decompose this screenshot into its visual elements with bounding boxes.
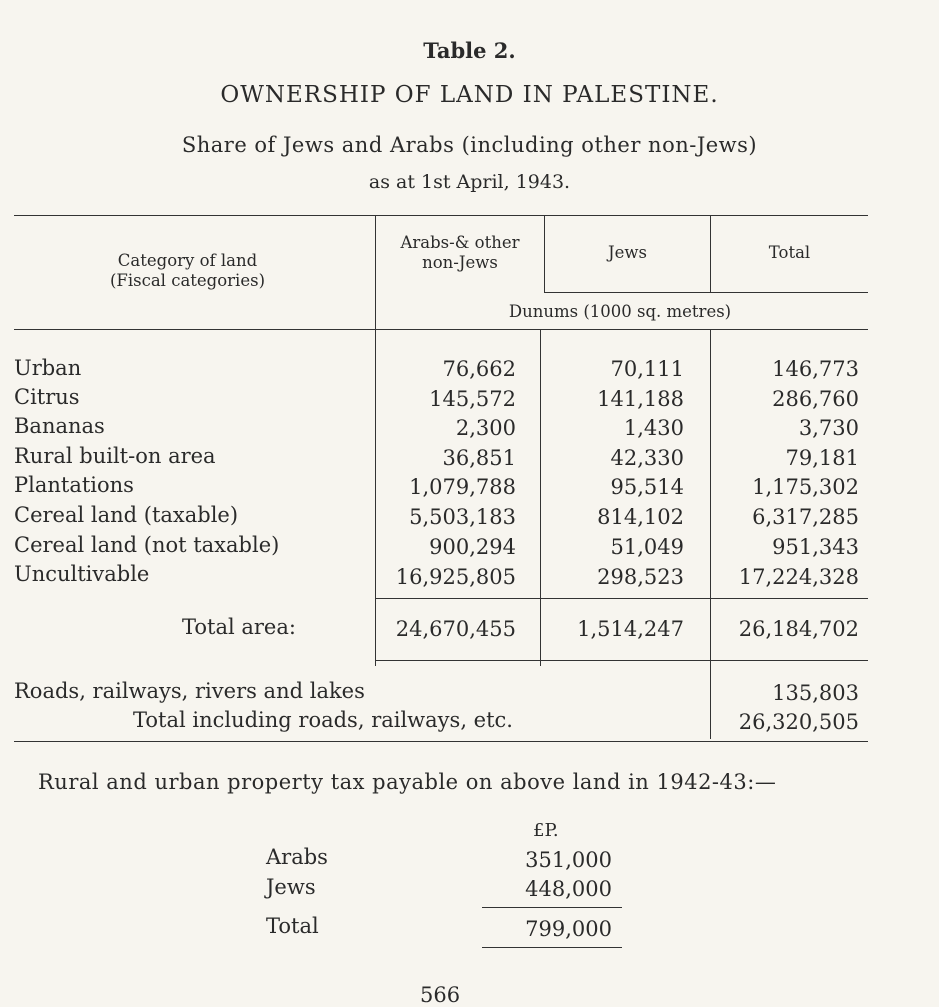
- tax-intro: Rural and urban property tax payable on above land in 1942-43:—: [38, 770, 777, 794]
- cell-arabs: 900,294: [429, 535, 516, 559]
- sum-rule-bottom: [375, 660, 868, 661]
- page-number: 566: [420, 983, 461, 1007]
- header-units: Dunums (1000 sq. metres): [508, 302, 732, 321]
- cell-jews: 70,111: [610, 357, 684, 381]
- row-category: Plantations: [14, 473, 134, 497]
- page-title: OWNERSHIP OF LAND IN PALESTINE.: [220, 82, 719, 108]
- tax-label: Jews: [266, 875, 316, 899]
- cell-total: 79,181: [785, 446, 859, 470]
- cell-arabs: 76,662: [442, 357, 516, 381]
- tax-currency: £P.: [533, 820, 559, 841]
- header-jews: Jews: [608, 243, 647, 262]
- total-area-label: Total area:: [182, 615, 296, 639]
- cell-arabs: 145,572: [429, 387, 516, 411]
- roads-label: Roads, railways, rivers and lakes: [14, 679, 365, 703]
- cell-total: 17,224,328: [738, 565, 859, 589]
- table-number: Table 2.: [423, 38, 516, 63]
- cell-total: 6,317,285: [752, 505, 859, 529]
- grand-total-value: 26,320,505: [738, 710, 859, 734]
- tax-value: 448,000: [525, 877, 612, 901]
- cell-total: 951,343: [772, 535, 859, 559]
- total-area-arabs: 24,670,455: [395, 617, 516, 641]
- sum-rule-top: [375, 598, 868, 599]
- cell-total: 146,773: [772, 357, 859, 381]
- row-category: Uncultivable: [14, 562, 150, 586]
- row-category: Rural built-on area: [14, 444, 216, 468]
- tax-sum-rule-top: [482, 907, 622, 908]
- header-category-line1: Category of land: [117, 251, 258, 270]
- subtitle-line-1: Share of Jews and Arabs (including other non-Jews): [181, 133, 758, 157]
- row-category: Urban: [14, 356, 82, 380]
- roads-total: 135,803: [772, 681, 859, 705]
- cell-jews: 42,330: [610, 446, 684, 470]
- cell-total: 3,730: [798, 416, 859, 440]
- row-category: Cereal land (not taxable): [14, 533, 280, 557]
- header-arabs: [376, 233, 544, 273]
- header-category-line2: (Fiscal categories): [109, 271, 266, 290]
- cell-arabs: 36,851: [442, 446, 516, 470]
- total-area-jews: 1,514,247: [577, 617, 684, 641]
- tax-sum-rule-bottom: [482, 947, 622, 948]
- tax-total-label: Total: [266, 914, 319, 938]
- row-category: Cereal land (taxable): [14, 503, 239, 527]
- cell-arabs: 5,503,183: [409, 505, 516, 529]
- body-divider-2: [540, 329, 541, 666]
- row-category: Citrus: [14, 385, 80, 409]
- cell-arabs: 2,300: [455, 416, 516, 440]
- tax-label: Arabs: [266, 845, 328, 869]
- cell-jews: 141,188: [597, 387, 684, 411]
- header-total: Total: [768, 243, 811, 262]
- header-sub-rule: [544, 292, 868, 293]
- header-category: [60, 251, 315, 291]
- cell-arabs: 1,079,788: [409, 475, 516, 499]
- body-divider-1: [375, 329, 376, 666]
- table-bottom-rule: [14, 741, 868, 742]
- cell-total: 286,760: [772, 387, 859, 411]
- header-bottom-rule: [14, 329, 868, 330]
- table-top-rule: [14, 215, 868, 216]
- body-divider-3: [710, 329, 711, 739]
- cell-arabs: 16,925,805: [395, 565, 516, 589]
- cell-jews: 95,514: [610, 475, 684, 499]
- tax-value: 351,000: [525, 848, 612, 872]
- subtitle-line-2: as at 1st April, 1943.: [368, 171, 571, 193]
- grand-total-label: Total including roads, railways, etc.: [133, 708, 513, 732]
- header-arabs-line2: non-Jews: [422, 253, 498, 272]
- cell-jews: 814,102: [597, 505, 684, 529]
- header-arabs-line1: Arabs-& other: [400, 233, 520, 252]
- cell-jews: 1,430: [623, 416, 684, 440]
- cell-jews: 298,523: [597, 565, 684, 589]
- row-category: Bananas: [14, 414, 105, 438]
- cell-jews: 51,049: [610, 535, 684, 559]
- cell-total: 1,175,302: [752, 475, 859, 499]
- total-area-total: 26,184,702: [738, 617, 859, 641]
- tax-total-value: 799,000: [525, 917, 612, 941]
